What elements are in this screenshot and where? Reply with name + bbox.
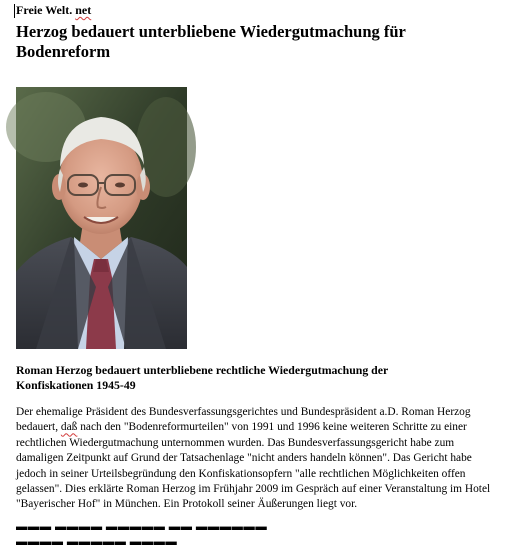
site-name[interactable] xyxy=(16,3,91,18)
cut-off-text-line: ▬▬▬ ▬▬▬▬ ▬▬▬▬▬ ▬▬ ▬▬▬▬▬▬ ▬▬▬▬ ▬▬▬▬▬ ▬▬▬▬ xyxy=(16,521,268,548)
text-cursor xyxy=(14,4,15,18)
site-name-part2: net xyxy=(75,3,92,17)
body-part2: nach den "Bodenreformurteilen" von 1991 und 1996 keine weiteren Schritte zu einer rechtlichen Wiedergutmachung unternommen wurden. Das Bundesverfassungsgericht habe zum damaligen Zeitpunkt auf Grund der Tatsachenlage "nicht anders handeln können". Das Gericht habe jedoch in seiner Urteilsbegründung den Konfiskationsopfern "alle rechtlichen Möglichkeiten offen gelassen". Dies erklärte Roman Herzog im Frühjahr 2009 im Gespräch auf einer Veranstaltung im Hotel "Bayerischer Hof" in München. Ein Protokoll seiner Äußerungen liegt vor. xyxy=(16,421,491,511)
body-spell-word: daß xyxy=(60,421,78,434)
headline-line1: Herzog bedauert unterbliebene Wiedergutmachung für xyxy=(16,22,406,41)
site-name-part1: Freie Welt. xyxy=(16,3,73,17)
article-subheadline xyxy=(16,363,456,393)
subheadline-line2: Konfiskationen 1945-49 xyxy=(16,378,136,392)
portrait-photo xyxy=(16,87,187,349)
article-body xyxy=(16,405,492,513)
body-part1: Der ehemalige Präsident des Bundesverfassungsgerichtes und Bundespräsident a.D. Roman Herzog bedauert, xyxy=(16,406,471,434)
article-headline xyxy=(16,22,456,62)
subheadline-line1: Roman Herzog bedauert unterbliebene rechtliche Wiedergutmachung der xyxy=(16,363,389,377)
headline-line2: Bodenreform xyxy=(16,42,111,61)
